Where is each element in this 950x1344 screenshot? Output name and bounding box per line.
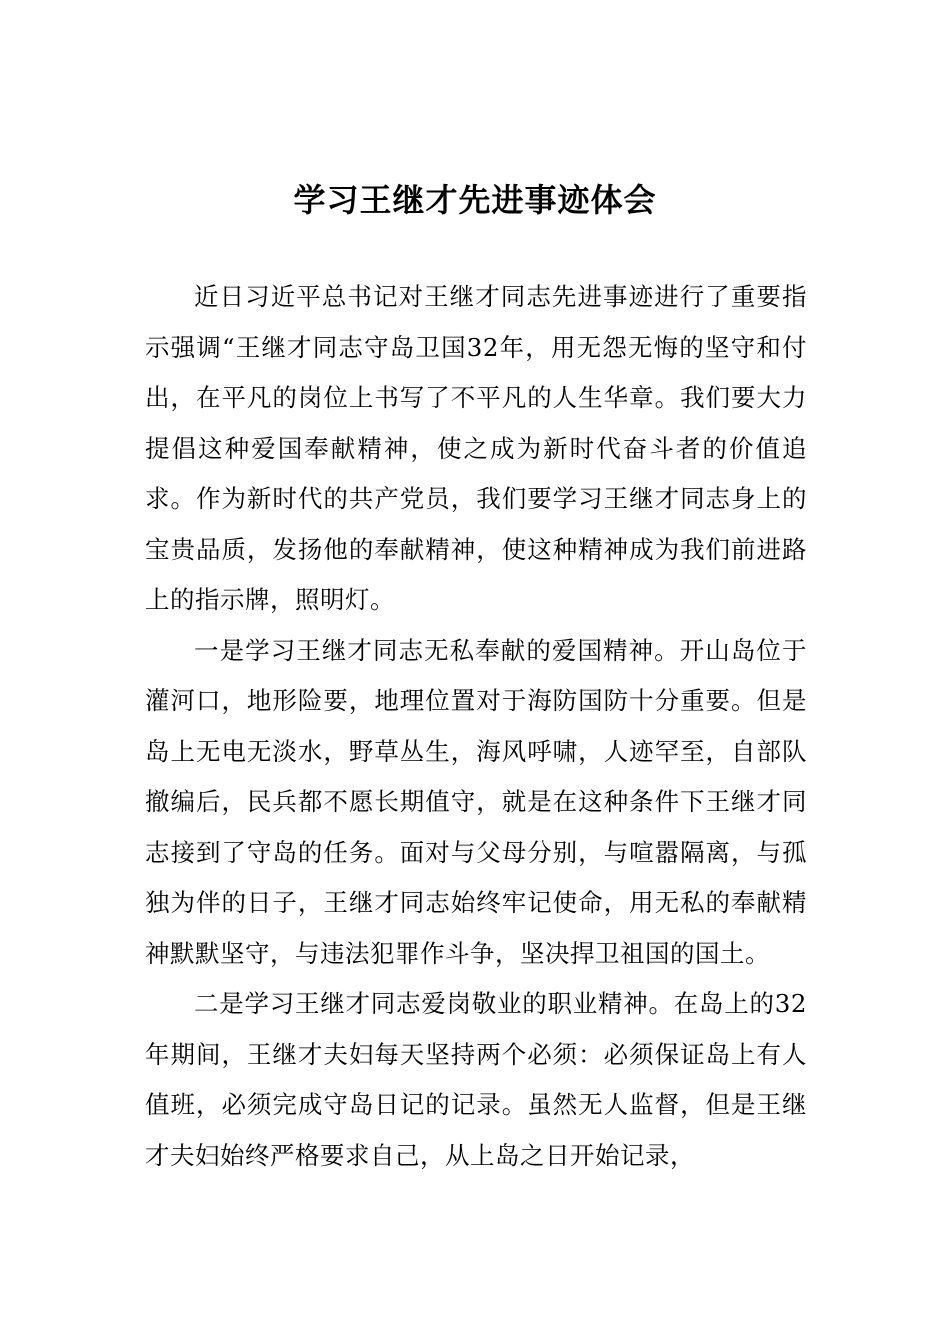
document-body [145, 272, 807, 1181]
paragraph-point-two: 二是学习王继才同志爱岗敬业的职业精神。在岛上的32年期间，王继才夫妇每天坚持两个必须：必须保证岛上有人值班，必须完成守岛日记的记录。虽然无人监督，但是王继才夫妇始终严格要求自己，从上岛之日开始记录， [145, 989, 807, 1170]
document-title: 学习王继才先进事迹体会 [293, 181, 657, 219]
paragraph-point-one: 一是学习王继才同志无私奉献的爱国精神。开山岛位于灌河口，地形险要，地理位置对于海防国防十分重要。但是岛上无电无淡水，野草丛生，海风呼啸，人迹罕至，自部队撤编后，民兵都不愿长期值守，就是在这种条件下王继才同志接到了守岛的任务。面对与父母分别，与喧嚣隔离，与孤独为伴的日子，王继才同志始终牢记使命，用无私的奉献精神默默坚守，与违法犯罪作斗争，坚决捍卫祖国的国土。 [145, 635, 807, 968]
paragraph-intro: 近日习近平总书记对王继才同志先进事迹进行了重要指示强调“王继才同志守岛卫国32年，用无怨无悔的坚守和付出，在平凡的岗位上书写了不平凡的人生华章。我们要大力提倡这种爱国奉献精神，使之成为新时代奋斗者的价值追求。作为新时代的共产党员，我们要学习王继才同志身上的宝贵品质，发扬他的奉献精神，使这种精神成为我们前进路上的指示牌，照明灯。 [145, 282, 807, 614]
